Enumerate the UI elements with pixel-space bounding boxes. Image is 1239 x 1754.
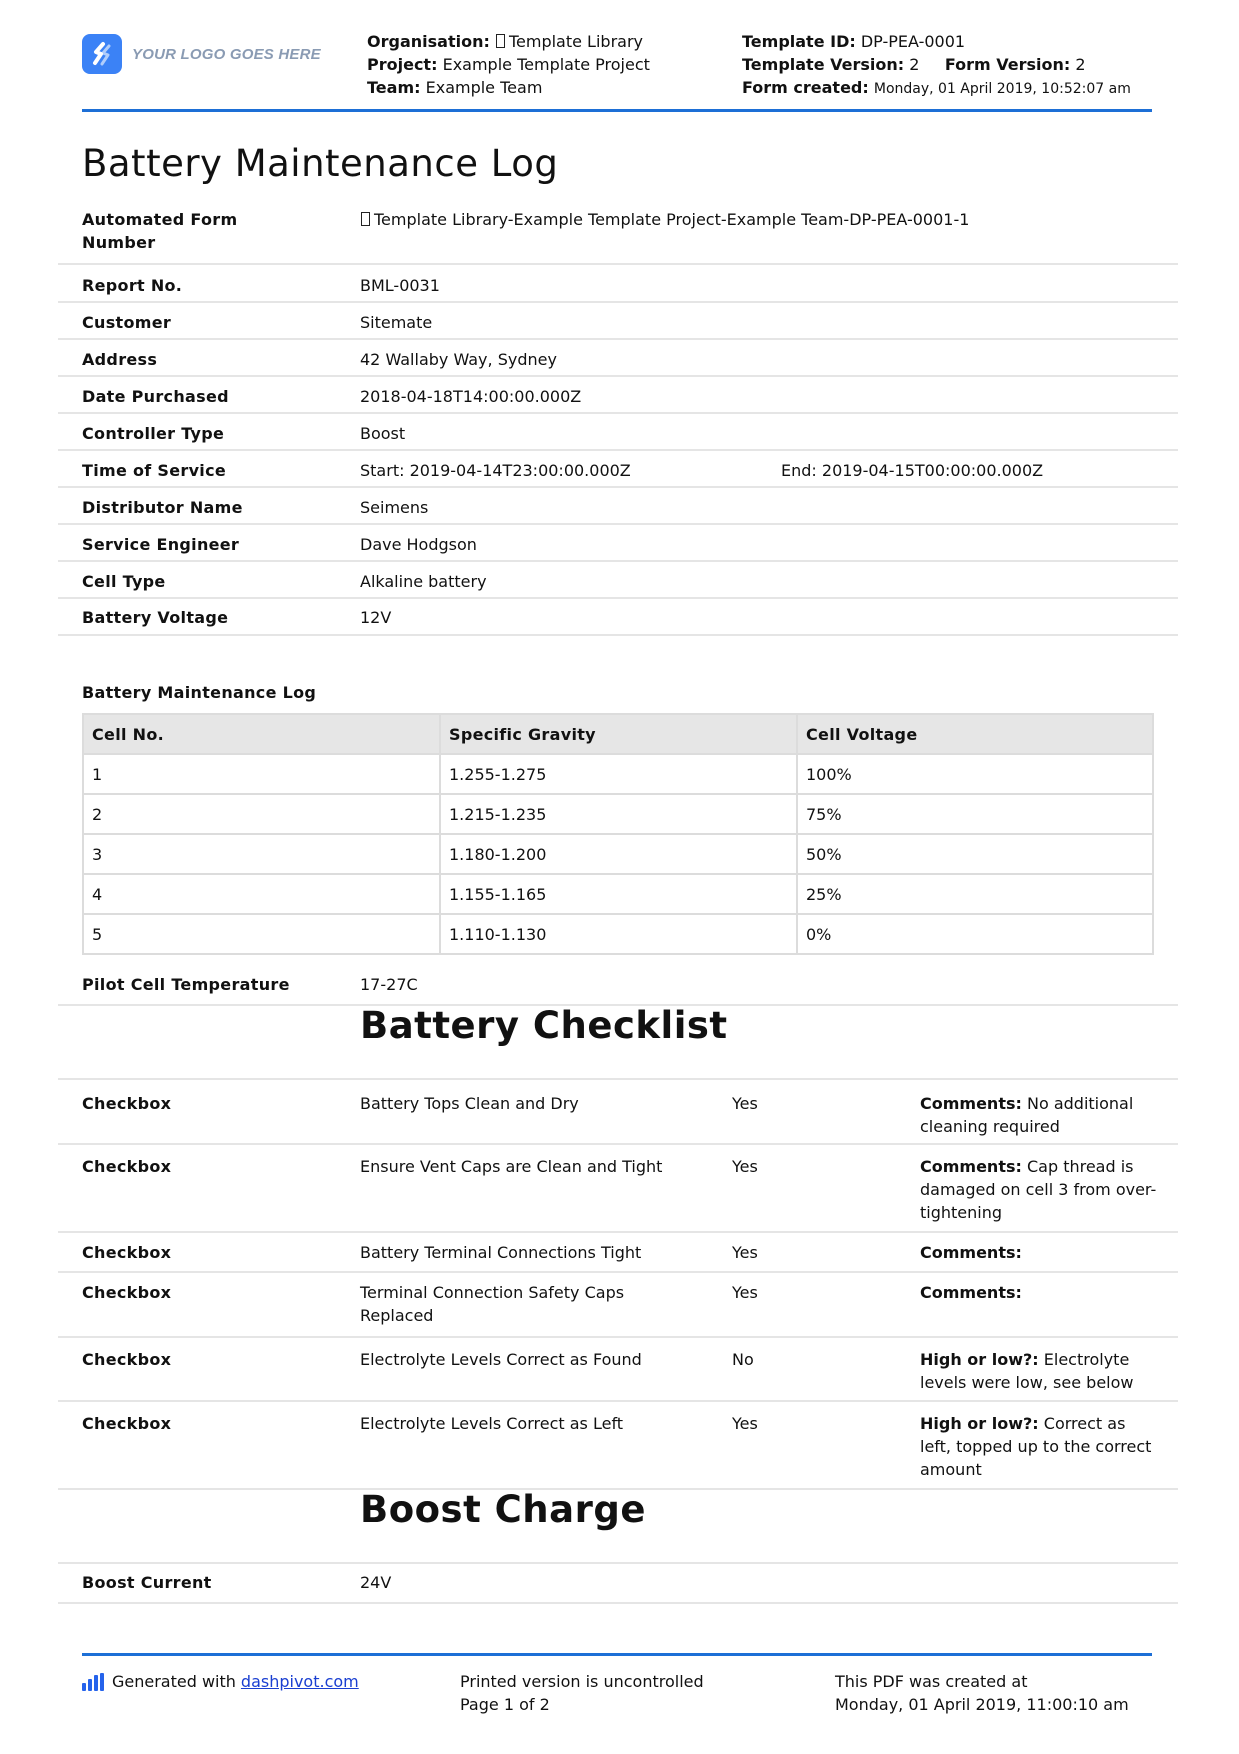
template-version-value: 2 [909,55,920,74]
table-cell: 0% [797,914,1153,954]
bar-chart-icon [82,1673,104,1691]
field-row-battery-voltage: Battery Voltage 12V [58,599,1178,636]
footer-created: This PDF was created at Monday, 01 April 2019, 11:00:10 am [835,1672,1129,1714]
table-header-row [83,714,1153,754]
checklist-heading: Battery Checklist [360,1004,728,1047]
template-id-value: DP-PEA-0001 [860,32,966,51]
form-version-value: 2 [1075,55,1086,74]
boost-heading-row [58,1490,1178,1564]
table-cell: 1.255-1.275 [440,754,797,794]
battery-log-table [82,713,1154,955]
checklist-item: Checkbox Battery Tops Clean and Dry Yes Comments: No additional cleaning required [58,1080,1178,1145]
table-row [83,874,1153,914]
column-header: Cell Voltage [797,714,1153,754]
field-row-date-purchased: Date Purchased 2018-04-18T14:00:00.000Z [58,377,1178,414]
page-title: Battery Maintenance Log [82,142,559,185]
checklist-item: Checkbox Electrolyte Levels Correct as Found No High or low?: Electrolyte levels were low, see below [58,1338,1178,1402]
header-project-info: Organisation: Template Library Project: Example Template Project Team: Example Team [367,32,650,97]
field-row-boost-current: Boost Current 24V [58,1564,1178,1604]
checklist-answer: Yes [732,1157,758,1176]
table-cell: 3 [83,834,440,874]
footer-page-info: Printed version is uncontrolled Page 1 of 2 [460,1672,704,1714]
placeholder-icon [496,34,505,48]
document-header [82,28,1152,112]
column-header: Cell No. [83,714,440,754]
table-row [83,794,1153,834]
boost-heading: Boost Charge [360,1488,646,1531]
lower-fields [58,968,1178,1604]
field-row-customer: Customer Sitemate [58,303,1178,340]
table-cell: 1.180-1.200 [440,834,797,874]
field-row-report-no: Report No. BML-0031 [58,265,1178,303]
checklist-answer: Yes [732,1414,758,1433]
company-logo [82,34,321,74]
document-footer [82,1653,1152,1723]
table-row [83,834,1153,874]
table-row [83,914,1153,954]
table-cell: 5 [83,914,440,954]
organisation-value: Template Library [508,32,643,51]
checklist-item: Checkbox Ensure Vent Caps are Clean and Tight Yes Comments: Cap thread is damaged on cell 3 from over-tightening [58,1145,1178,1233]
footer-generated: Generated with dashpivot.com [82,1670,359,1693]
table-cell: 50% [797,834,1153,874]
checklist-item: Checkbox Electrolyte Levels Correct as Left Yes High or low?: Correct as left, topped up to the correct amount [58,1402,1178,1490]
placeholder-icon [361,212,370,226]
table-cell: 100% [797,754,1153,794]
table-cell: 4 [83,874,440,914]
checklist-answer: Yes [732,1283,758,1302]
table-cell: 2 [83,794,440,834]
field-row-service-engineer: Service Engineer Dave Hodgson [58,525,1178,562]
header-template-info: Template ID: DP-PEA-0001 Template Version: 2 Form Version: 2 Form created: Monday, 01 April 2019, 10:52:07 am [742,32,1131,97]
checklist-answer: Yes [732,1094,758,1113]
table-cell: 1.215-1.235 [440,794,797,834]
checklist-item: Checkbox Battery Terminal Connections Tight Yes Comments: [58,1233,1178,1273]
dashpivot-link[interactable]: dashpivot.com [240,1672,359,1691]
log-table-title: Battery Maintenance Log [82,683,317,702]
column-header: Specific Gravity [440,714,797,754]
field-row-automated-form-number: Automated Form Number Template Library-Example Template Project-Example Team-DP-PEA-0001-1 [58,198,1178,265]
page-number: Page 1 of 2 [460,1695,550,1714]
checklist-heading-row [58,1006,1178,1080]
team-value: Example Team [425,78,543,97]
field-row-controller-type: Controller Type Boost [58,414,1178,451]
form-created-value: Monday, 01 April 2019, 10:52:07 am [873,81,1131,97]
form-fields [58,198,1178,636]
table-cell: 1.155-1.165 [440,874,797,914]
checklist-item: Checkbox Terminal Connection Safety Caps Replaced Yes Comments: [58,1273,1178,1338]
logo-text: YOUR LOGO GOES HERE [132,45,321,63]
project-value: Example Template Project [442,55,650,74]
logo-icon [82,34,122,74]
field-row-distributor-name: Distributor Name Seimens [58,488,1178,525]
table-cell: 1.110-1.130 [440,914,797,954]
field-row-time-of-service: Time of Service Start: 2019-04-14T23:00:00.000Z End: 2019-04-15T00:00:00.000Z [58,451,1178,488]
field-row-pilot-cell-temperature: Pilot Cell Temperature 17-27C [58,968,1178,1006]
table-cell: 25% [797,874,1153,914]
field-row-address: Address 42 Wallaby Way, Sydney [58,340,1178,377]
checklist-answer: Yes [732,1243,758,1262]
table-row [83,754,1153,794]
table-cell: 1 [83,754,440,794]
field-row-cell-type: Cell Type Alkaline battery [58,562,1178,599]
checklist-answer: No [732,1350,754,1369]
table-cell: 75% [797,794,1153,834]
